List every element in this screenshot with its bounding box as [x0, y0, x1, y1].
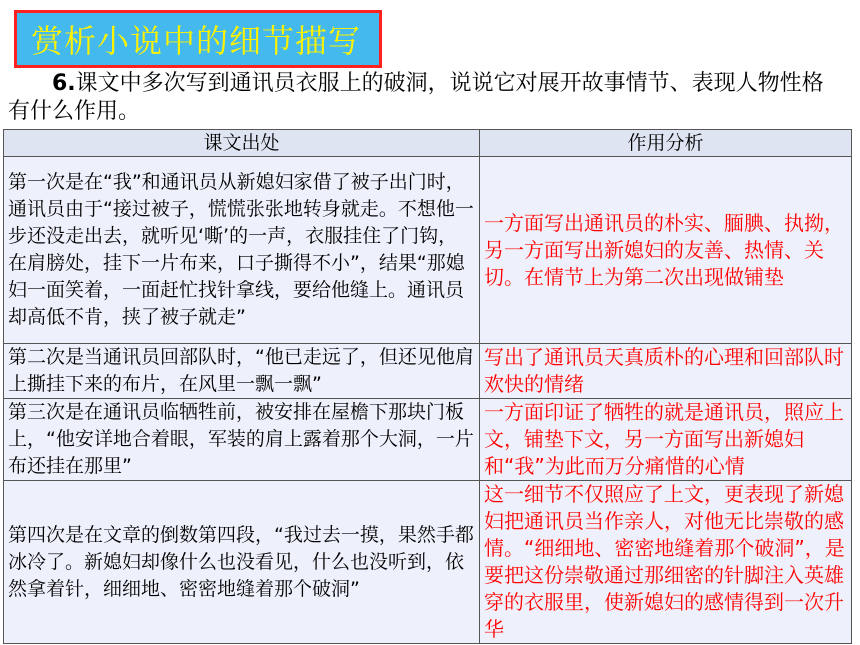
source-cell: 第一次是在“我”和通讯员从新媳妇家借了被子出门时，通讯员由于“接过被子，慌慌张张地转身就走。不想他一步还没走出去，就听见‘嘶’的一声，衣服挂住了门钩，在肩膀处，挂下一片布来，口子撕得不小”，结果“那媳妇一面笑着，一面赶忙找针拿线，要给他缝上。通讯员却高低不肯，挟了被子就走” — [4, 157, 480, 344]
analysis-cell: 一方面印证了牺牲的就是通讯员，照应上文，铺垫下文，另一方面写出新媳妇和“我”为此而万分痛惜的心情 — [480, 399, 852, 481]
slide-title: 赏析小说中的细节描写 — [31, 22, 362, 60]
source-cell: 第三次是在通讯员临牺牲前，被安排在屋檐下那块门板上，“他安详地合着眼，军装的肩上露着那个大洞，一片布还挂在那里” — [4, 399, 480, 481]
table-row — [4, 157, 852, 344]
analysis-cell: 写出了通讯员天真质朴的心理和回部队时欢快的情绪 — [480, 344, 852, 399]
question-text: 课文中多次写到通讯员衣服上的破洞，说说它对展开故事情节、表现人物性格有什么作用。 — [8, 71, 824, 124]
analysis-cell: 这一细节不仅照应了上文，更表现了新媳妇把通讯员当作亲人，对他无比崇敬的感情。“细细地、密密地缝着那个破洞”，是要把这份崇敬通过那细密的针脚注入英雄穿的衣服里，使新媳妇的感情得到一次升华 — [480, 481, 852, 644]
source-cell: 第二次是当通讯员回部队时，“他已走远了，但还见他肩上撕挂下来的布片，在风里一飘一飘” — [4, 344, 480, 399]
header-analysis: 作用分析 — [480, 130, 852, 157]
source-cell: 第四次是在文章的倒数第四段，“我过去一摸，果然手都冰冷了。新媳妇却像什么也没看见，什么也没听到，依然拿着针，细细地、密密地缝着那个破洞” — [4, 481, 480, 644]
question-number: 6. — [52, 71, 76, 96]
analysis-cell: 一方面写出通讯员的朴实、腼腆、执拗，另一方面写出新媳妇的友善、热情、关切。在情节上为第二次出现做铺垫 — [480, 157, 852, 344]
table-row — [4, 399, 852, 481]
table-row — [4, 344, 852, 399]
table-row — [4, 481, 852, 644]
slide-title-box — [14, 10, 382, 68]
question-text-block — [8, 70, 828, 126]
table-header-row — [4, 130, 852, 157]
analysis-table — [3, 129, 852, 644]
header-source: 课文出处 — [4, 130, 480, 157]
